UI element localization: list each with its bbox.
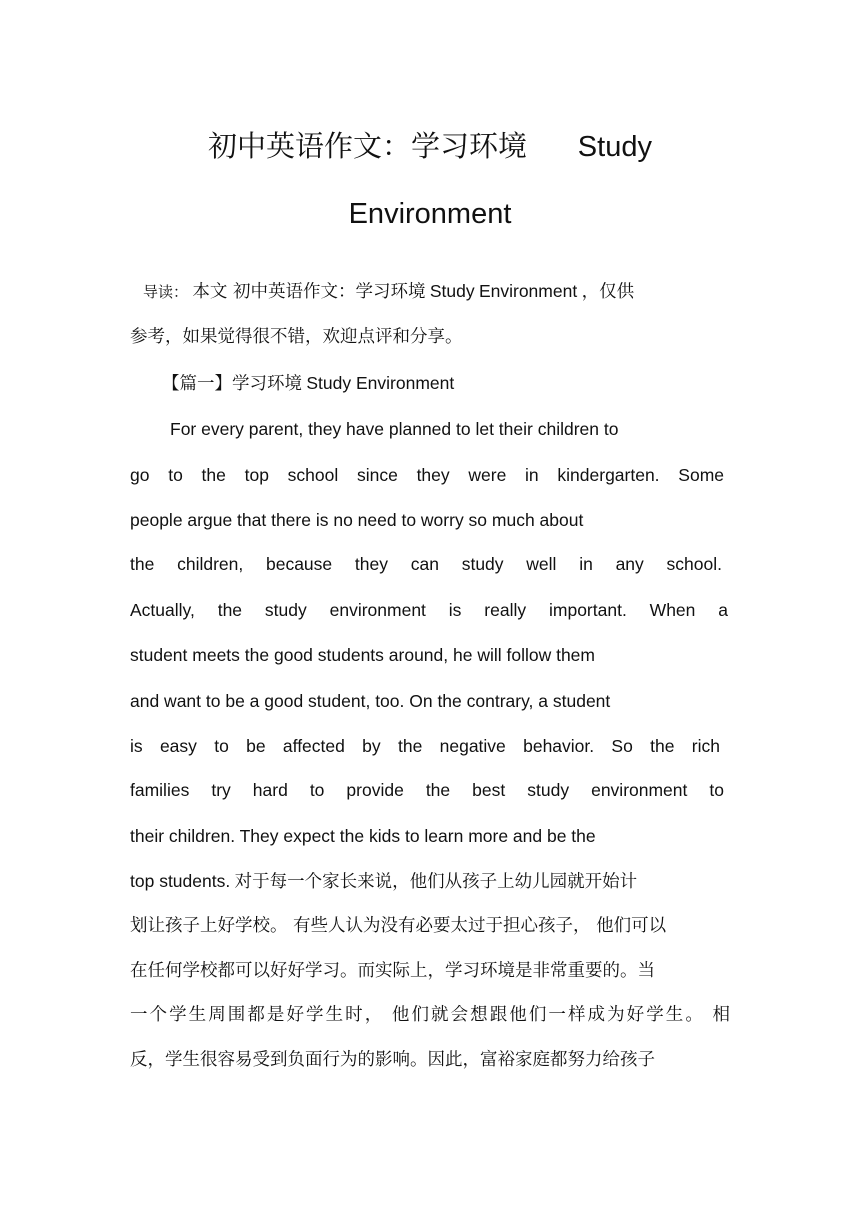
section-heading [162,368,762,398]
body-line: go to the top school since they were in kindergarten. Some [130,465,724,485]
intro-text-c: Environment [478,281,578,301]
title-cn: 初中英语作文：学习环境 [208,129,528,163]
body-line: people argue that there is no need to worry so much about [130,510,584,530]
body-mixed-en: top students. [130,871,231,891]
intro-text-a: 本文 初中英语作文：学习环境 [192,282,426,302]
body-line: their children. They expect the kids to learn more and be the [130,826,596,846]
intro-label: 导读： [143,283,189,301]
body-cn-line: 一个学生周围都是好学生时， 他们就会想跟他们一样成为好学生。 相 [130,1005,730,1025]
body-cn-line: 在任何学校都可以好好学习。而实际上，学习环境是非常重要的。当 [130,961,655,981]
intro-text-d: ，仅供 [581,282,635,302]
body-line: student meets the good students around, he will follow them [130,645,595,665]
title-line-1 [0,128,860,165]
body-line: the children, because they can study well in any school. [130,554,722,574]
body-line: families try hard to provide the best study environment to [130,780,724,800]
body-mixed-cn: 对于每一个家长来说，他们从孩子上幼儿园就开始计 [234,872,638,892]
body-line: For every parent, they have planned to let their children to [170,419,619,439]
body-line: and want to be a good student, too. On the contrary, a student [130,691,611,711]
title-en: Study [577,131,652,163]
body-line: Actually, the study environment is really important. When a [130,600,728,620]
intro-line-2: 参考，如果觉得很不错，欢迎点评和分享。 [130,327,463,347]
title-line-2: Environment [348,198,512,230]
intro-line-1 [143,276,733,306]
section-heading-cn: 【篇一】学习环境 [162,374,302,394]
body-line: is easy to be affected by the negative behavior. So the rich [130,736,720,756]
body-line-mixed [130,866,730,896]
intro-text-b: Study [429,281,475,301]
body-cn-line: 反，学生很容易受到负面行为的影响。因此，富裕家庭都努力给孩子 [130,1050,655,1070]
body-cn-line: 划让孩子上好学校。 有些人认为没有必要太过于担心孩子， 他们可以 [130,916,667,936]
section-heading-en: Study Environment [306,373,455,393]
